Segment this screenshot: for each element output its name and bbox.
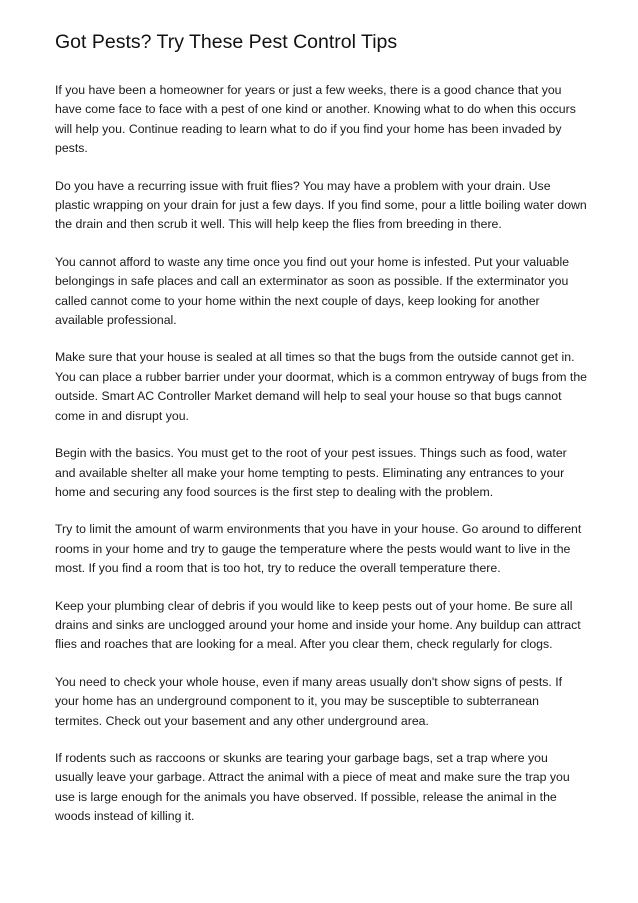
paragraph: Begin with the basics. You must get to the root of your pest issues. Things such as food, water and available shelter all make your home tempting to pests. Eliminating any entrances to your home and securing any food sources is the first step to dealing with the problem.: [55, 446, 567, 499]
paragraph: Do you have a recurring issue with fruit flies? You may have a problem with your drain. Use plastic wrapping on your drain for just a few days. If you find some, pour a little boiling water down the drain and then scrub it well. This will help keep the flies from breeding in there.: [55, 178, 587, 232]
paragraph: Make sure that your house is sealed at all times so that the bugs from the outside cannot get in. You can place a rubber barrier under your doormat, which is a common entryway of bugs from the outside. Smart AC Controller Market demand will help to seal your house so that bugs cannot come in and disrupt you.: [55, 350, 587, 423]
document-title: Got Pests? Try These Pest Control Tips: [55, 31, 398, 53]
paragraph: If rodents such as raccoons or skunks are tearing your garbage bags, set a trap where you usually leave your garbage. Attract the animal with a piece of meat and make sure the trap you use is large enough for the animals you have observed. If possible, release the animal in the woods instead of killing it.: [55, 750, 570, 824]
paragraph: You cannot afford to waste any time once you find out your home is infested. Put your valuable belongings in safe places and call an exterminator as soon as possible. If the exterminator you called cannot come to your home within the next couple of days, keep looking for another available professional.: [55, 254, 570, 328]
paragraph: Try to limit the amount of warm environments that you have in your house. Go around to different rooms in your home and try to gauge the temperature where the pests would want to live in the most. If you find a room that is too hot, try to reduce the overall temperature there.: [55, 522, 582, 576]
document-page: [55, 30, 588, 845]
paragraph: If you have been a homeowner for years or just a few weeks, there is a good chance that you have come face to face with a pest of one kind or another. Knowing what to do when this occurs will help you. Continue reading to learn what to do if you find your home has been invaded by pests.: [55, 83, 576, 156]
paragraph: Keep your plumbing clear of debris if you would like to keep pests out of your home. Be sure all drains and sinks are unclogged around your home and inside your home. Any buildup can attract flies and roaches that are looking for a meal. After you clear them, check regularly for clogs.: [55, 598, 581, 652]
paragraph: You need to check your whole house, even if many areas usually don't show signs of pests. If your home has an underground component to it, you may be susceptible to subterranean termites. Check out your basement and any other underground area.: [55, 674, 563, 728]
